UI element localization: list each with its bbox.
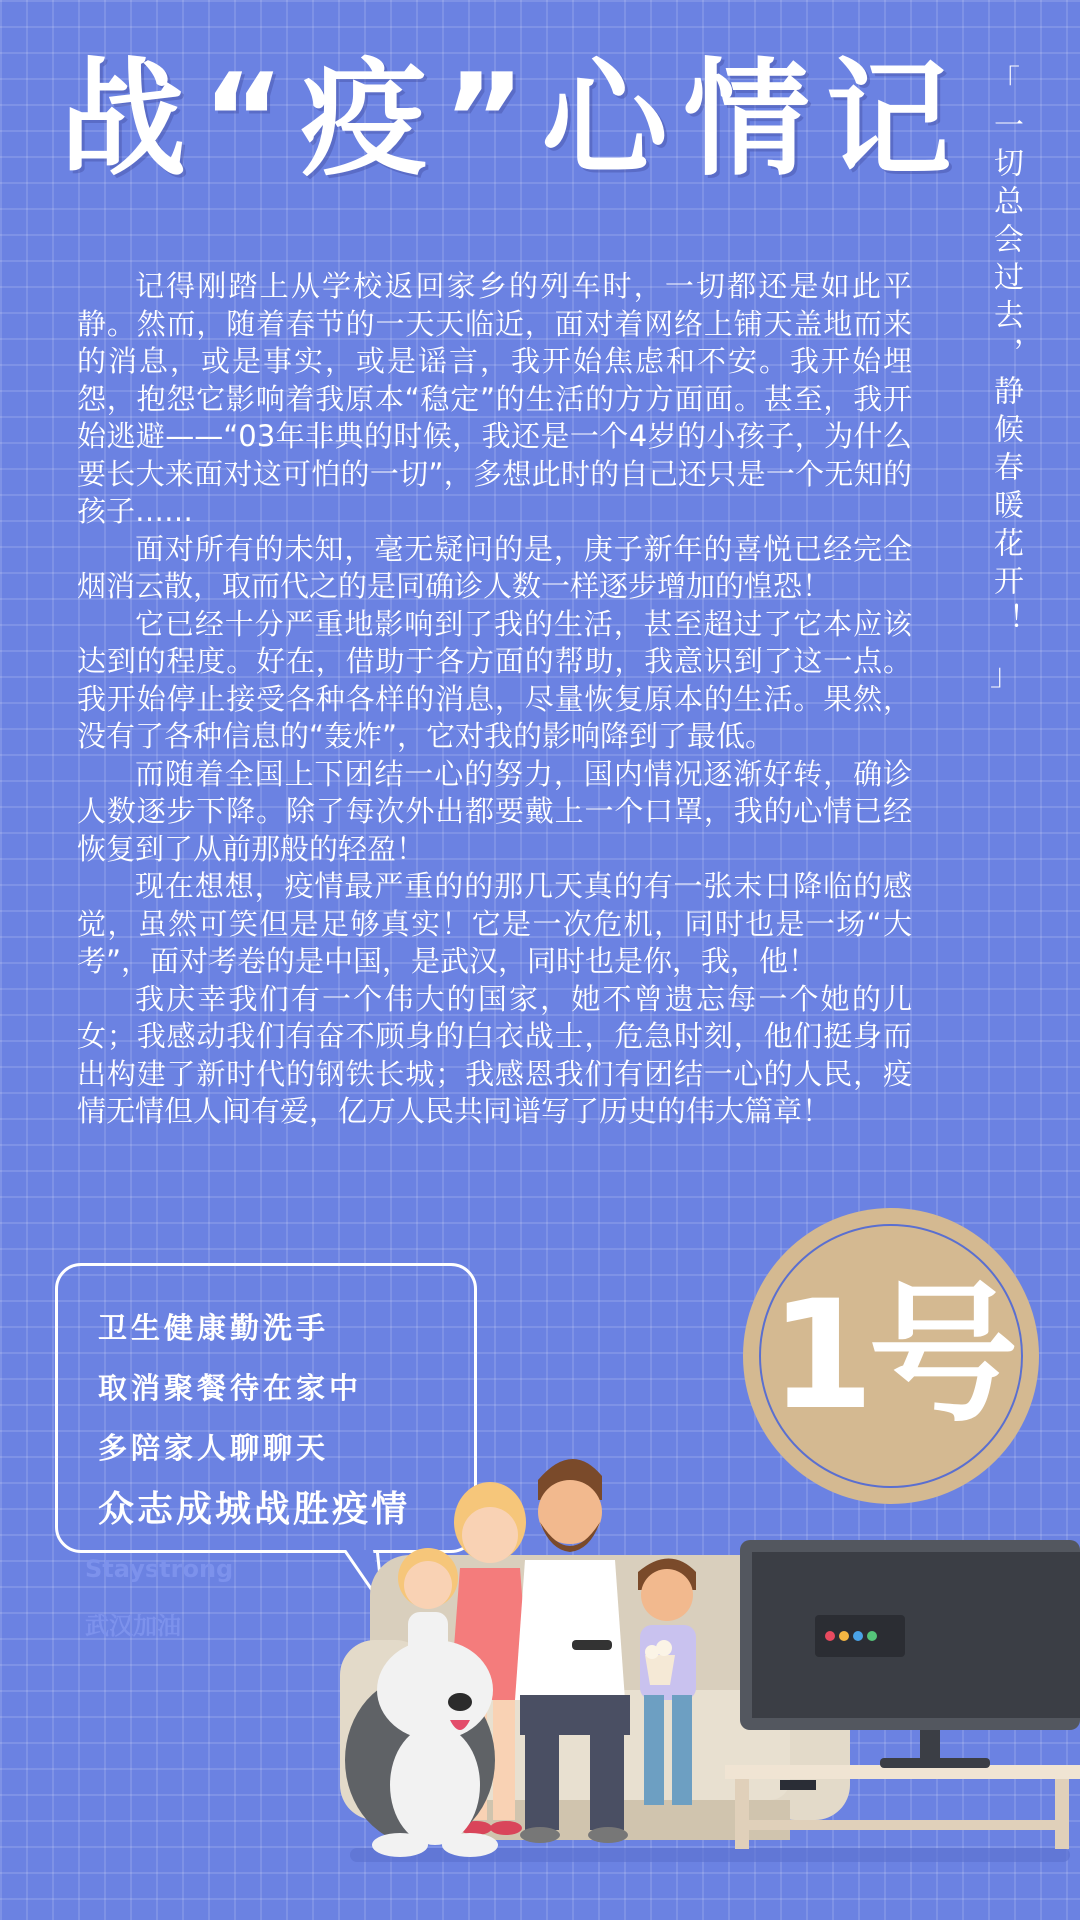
side-quote-text: 一切总会过去，静候春暖花开！ <box>988 109 1023 641</box>
slogan-headline: 众志成城战胜疫情 <box>98 1489 411 1530</box>
slogan-line: 多陪家人聊聊天 <box>98 1431 330 1465</box>
story-body <box>77 268 912 1131</box>
family-illustration <box>340 1440 1080 1880</box>
faint-wuhan: 武汉加油 <box>85 1612 181 1640</box>
close-bracket: 」 <box>990 658 1020 693</box>
open-bracket: 「 <box>990 64 1020 99</box>
slogan-line: 卫生健康勤洗手 <box>98 1311 330 1345</box>
story-paragraph: 现在想想，疫情最严重的的那几天真的有一张末日降临的感觉，虽然可笑但是足够真实！它是一次危机，同时也是一场“大考”，面对考卷的是中国，是武汉，同时也是你，我，他！ <box>77 869 912 978</box>
story-paragraph: 我庆幸我们有一个伟大的国家，她不曾遗忘每一个她的儿女；我感动我们有奋不顾身的白衣战士，危急时刻，他们挺身而出构建了新时代的钢铁长城；我感恩我们有团结一心的人民，疫情无情但人间有爱，亿万人民共同谱写了历史的伟大篇章！ <box>77 981 912 1128</box>
page-title: 战“疫”心情记 <box>60 46 968 193</box>
faint-staystrong: Staystrong <box>85 1555 234 1583</box>
popcorn-icon <box>645 1640 675 1685</box>
story-paragraph: 面对所有的未知，毫无疑问的是，庚子新年的喜悦已经完全烟消云散，取而代之的是同确诊人数一样逐步增加的惶恐！ <box>77 531 912 603</box>
remote-icon <box>572 1640 612 1650</box>
story-paragraph: 记得刚踏上从学校返回家乡的列车时，一切都还是如此平静。然而，随着春节的一天天临近，面对着网络上铺天盖地而来的消息，或是事实，或是谣言，我开始焦虑和不安。我开始埋怨，抱怨它影响着我原本“稳定”的生活的方方面面。甚至，我开始逃避——“03年非典的时候，我还是一个4岁的小孩子，为什么要长大来面对这可怕的一切”，多想此时的自己还只是一个无知的孩子…… <box>77 269 912 528</box>
story-paragraph: 而随着全国上下团结一心的努力，国内情况逐渐好转，确诊人数逐步下降。除了每次外出都要戴上一个口罩，我的心情已经恢复到了从前那般的轻盈！ <box>77 756 912 866</box>
slogan-line: 取消聚餐待在家中 <box>98 1371 363 1405</box>
side-quote <box>975 65 1035 693</box>
story-paragraph: 它已经十分严重地影响到了我的生活，甚至超过了它本应该达到的程度。好在，借助于各方面的帮助，我意识到了这一点。我开始停止接受各种各样的消息，尽量恢复原本的生活。果然，没有了各种信息的“轰炸”，它对我的影响降到了最低。 <box>77 606 912 753</box>
issue-number: 1号 <box>769 1269 1013 1443</box>
